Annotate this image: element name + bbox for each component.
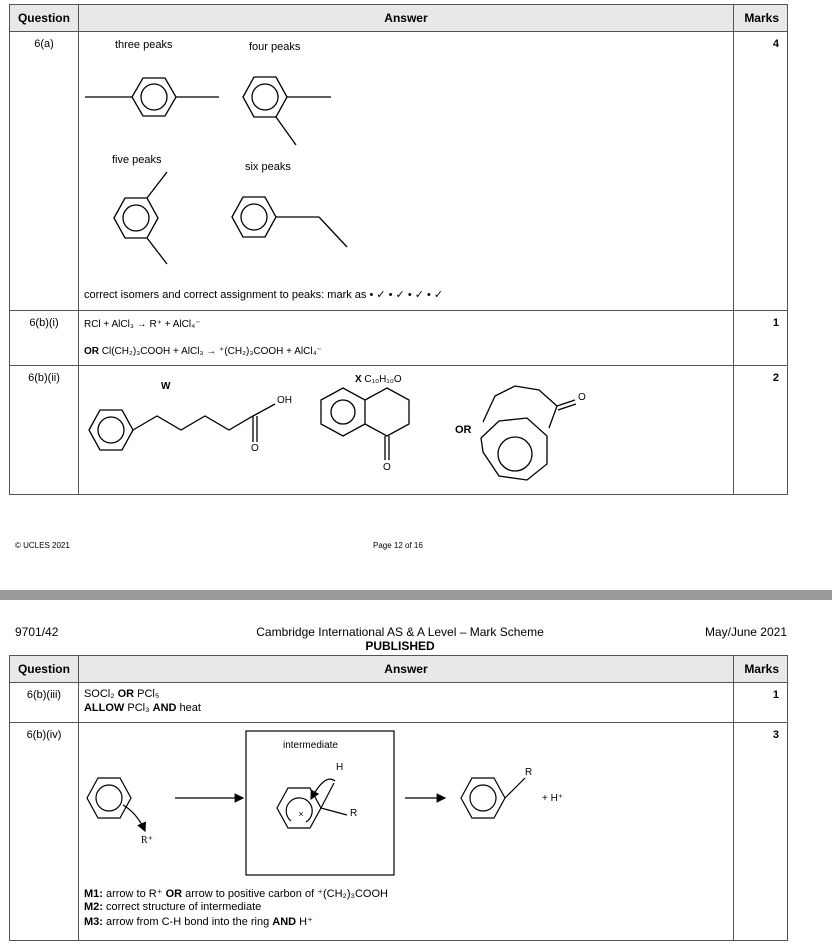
m1-text-a: arrow to R⁺ <box>102 888 166 900</box>
mark-scheme-table-page12 <box>9 4 788 495</box>
answer-cell-6bii <box>78 366 733 495</box>
m1-or: OR <box>165 888 183 900</box>
answer-line-1 <box>84 688 159 700</box>
reagent-pcl3: PCl₃ <box>124 702 153 714</box>
benzene-reactant <box>87 778 145 831</box>
marks-value: 4 <box>734 32 788 311</box>
answer-cell-6biv <box>78 723 733 941</box>
marks-value: 1 <box>734 311 788 366</box>
row-6biii <box>10 683 788 723</box>
header-marks: Marks <box>734 656 788 683</box>
answer-cell-6bi <box>78 311 733 366</box>
answer-cell-6a <box>78 32 733 311</box>
table-header-row <box>10 5 788 32</box>
exam-session: May/June 2021 <box>704 625 787 639</box>
positive-charge-symbol: × <box>298 809 304 819</box>
allow-keyword: ALLOW <box>83 702 125 714</box>
ethylbenzene-structure <box>232 197 347 247</box>
marks-value: 2 <box>734 366 788 495</box>
page-divider <box>0 590 832 600</box>
m3-line <box>84 915 313 928</box>
isomer-structures <box>79 32 729 287</box>
label-r-product: R <box>524 767 533 778</box>
mechanism-diagram <box>79 723 729 893</box>
table-header-row <box>10 656 788 683</box>
marking-note: correct isomers and correct assignment to peaks: mark as • ✓ • ✓ • ✓ • ✓ <box>83 289 444 301</box>
label-r-intermediate: R <box>349 808 358 819</box>
answer-cell-6biii <box>78 683 733 723</box>
m1-line <box>84 887 388 900</box>
label-x <box>355 374 402 385</box>
or-label: OR <box>454 424 472 436</box>
label-six-peaks: six peaks <box>244 161 291 173</box>
mark-scheme-title <box>200 625 600 653</box>
label-four-peaks: four peaks <box>248 41 301 53</box>
label-o-w: O <box>250 443 259 454</box>
header-answer: Answer <box>78 656 733 683</box>
m3-text-a: arrow from C-H bond into the ring <box>102 916 273 928</box>
m1-text-b: arrow to positive carbon of ⁺(CH₂)₃COOH <box>182 888 388 900</box>
equation-1: RCl + AlCl₃ → R⁺ + AlCl₄⁻ <box>83 319 201 330</box>
equation-2-text: Cl(CH₂)₃COOH + AlCl₃ → ⁺(CH₂)₃COOH + AlCl₄⁻ <box>98 346 322 357</box>
intermediate-structure <box>277 779 347 828</box>
question-id: 6(b)(ii) <box>10 366 79 495</box>
row-6a <box>10 32 788 311</box>
m3-tag: M3: <box>83 916 103 928</box>
answer-line-2 <box>84 702 201 714</box>
row-6bi <box>10 311 788 366</box>
x-bold: X <box>354 374 362 385</box>
label-oh: OH <box>276 395 292 406</box>
intermediate-box <box>246 731 394 875</box>
row-6biv <box>10 723 788 941</box>
title-text: Cambridge International AS & A Level – Mark Scheme <box>256 625 544 639</box>
label-three-peaks: three peaks <box>114 39 173 51</box>
or-keyword: OR <box>83 346 99 357</box>
intermediate-label: intermediate <box>282 740 338 751</box>
marks-value: 1 <box>734 683 788 723</box>
p-xylene-structure <box>85 78 219 116</box>
label-five-peaks: five peaks <box>111 154 162 166</box>
header-marks: Marks <box>734 5 788 32</box>
question-id: 6(b)(iv) <box>10 723 79 941</box>
alkylbenzene-product <box>461 778 525 818</box>
heat-text: heat <box>176 702 201 714</box>
m3-and: AND <box>272 916 297 928</box>
label-h: H <box>335 762 344 773</box>
row-6bii <box>10 366 788 495</box>
plus-h-text: + H⁺ <box>541 793 564 804</box>
m2-tag: M2: <box>83 901 103 913</box>
label-rplus: R⁺ <box>140 835 153 846</box>
marks-value: 3 <box>734 723 788 941</box>
and-keyword: AND <box>152 702 177 714</box>
question-id: 6(b)(i) <box>10 311 79 366</box>
published-label: PUBLISHED <box>365 639 435 653</box>
question-id: 6(b)(iii) <box>10 683 79 723</box>
m3-text-b: H⁺ <box>296 916 313 928</box>
reagent-pcl5: PCl₅ <box>134 688 160 700</box>
header-question: Question <box>10 5 79 32</box>
structure-w <box>89 404 275 450</box>
x-formula: C₁₀H₁₀O <box>364 374 402 385</box>
structures-w-x <box>79 366 729 494</box>
label-w: W <box>160 381 171 392</box>
structure-x-tetralone <box>321 388 409 460</box>
label-o-x: O <box>382 462 391 473</box>
syllabus-code: 9701/42 <box>15 625 59 639</box>
m2-text: correct structure of intermediate <box>102 901 262 913</box>
m-xylene-structure <box>114 172 167 264</box>
footer-page-number: Page 12 of 16 <box>373 541 423 550</box>
mark-scheme-table-page13 <box>9 655 788 941</box>
o-xylene-structure <box>243 77 331 145</box>
equation-2 <box>84 346 322 357</box>
question-id: 6(a) <box>10 32 79 311</box>
m2-line <box>84 901 261 913</box>
reagent-socl2: SOCl₂ <box>83 688 118 700</box>
header-answer: Answer <box>78 5 733 32</box>
label-o-alt: O <box>577 392 586 403</box>
footer-copyright: © UCLES 2021 <box>15 541 70 550</box>
header-question: Question <box>10 656 79 683</box>
m1-tag: M1: <box>83 888 103 900</box>
or-keyword: OR <box>117 688 135 700</box>
structure-x-alternative <box>481 386 576 480</box>
